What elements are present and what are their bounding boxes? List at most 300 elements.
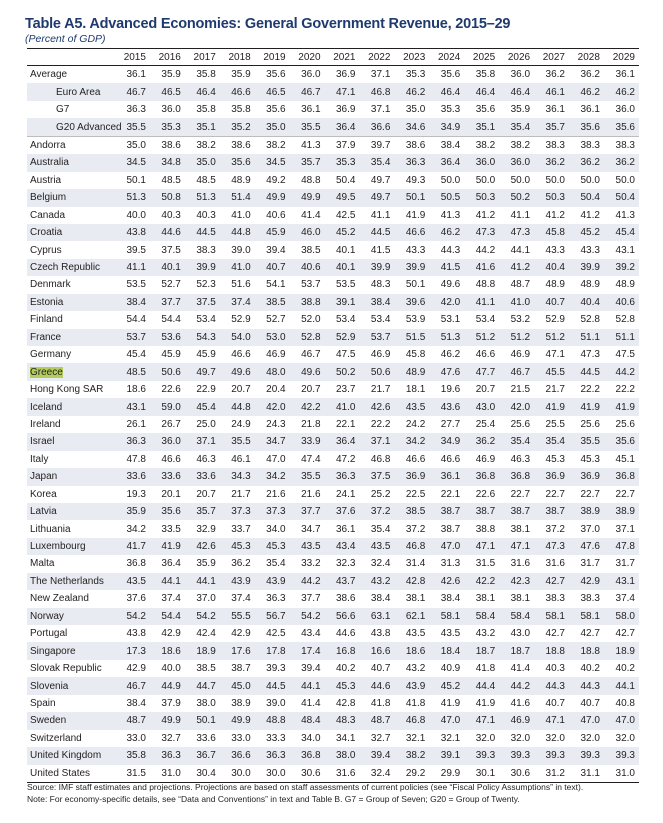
- value-cell: 37.1: [185, 433, 220, 450]
- value-cell: 50.0: [580, 174, 600, 186]
- economy-name: Euro Area: [56, 86, 101, 98]
- value-cell: 33.6: [196, 732, 216, 744]
- value-cell: 36.6: [359, 118, 394, 136]
- year-header: 2016: [150, 49, 185, 66]
- value-cell: 34.6: [394, 118, 429, 136]
- value-cell: 18.7: [499, 642, 534, 659]
- value-cell: 50.3: [464, 189, 499, 206]
- value-cell: 33.5: [161, 523, 181, 535]
- value-cell: 31.7: [615, 558, 635, 570]
- row-label: [27, 136, 115, 154]
- value-cell: 48.5: [161, 174, 181, 186]
- value-cell: 53.4: [336, 314, 356, 326]
- row-label: [27, 346, 115, 363]
- value-cell: 47.7: [464, 363, 499, 380]
- value-cell: 38.3: [580, 593, 600, 605]
- value-cell: 47.0: [604, 712, 639, 729]
- value-cell: 36.0: [301, 69, 321, 81]
- value-cell: 38.4: [126, 697, 146, 709]
- row-label: [27, 381, 115, 398]
- value-cell: 37.3: [255, 503, 290, 520]
- value-cell: 43.9: [220, 573, 255, 590]
- value-cell: 22.6: [475, 488, 496, 500]
- value-cell: 42.7: [615, 628, 635, 640]
- value-cell: 34.5: [115, 154, 150, 171]
- value-cell: 52.7: [266, 314, 286, 326]
- value-cell: 26.7: [161, 418, 181, 430]
- value-cell: 36.1: [301, 104, 321, 116]
- row-label: [27, 573, 115, 590]
- value-cell: 46.7: [115, 83, 150, 100]
- value-cell: 49.9: [290, 189, 325, 206]
- value-cell: 40.1: [336, 244, 356, 256]
- value-cell: 38.7: [534, 503, 569, 520]
- value-cell: 21.7: [231, 488, 251, 500]
- value-cell: 41.9: [569, 398, 604, 415]
- table-row: [27, 189, 639, 206]
- value-cell: 46.2: [429, 224, 464, 241]
- value-cell: 36.4: [429, 154, 464, 171]
- value-cell: 47.1: [545, 349, 565, 361]
- value-cell: 24.2: [405, 418, 426, 430]
- value-cell: 39.0: [266, 697, 286, 709]
- value-cell: 36.2: [604, 154, 639, 171]
- value-cell: 34.2: [255, 468, 290, 485]
- value-cell: 35.5: [220, 433, 255, 450]
- value-cell: 53.5: [126, 279, 146, 291]
- value-cell: 45.3: [580, 453, 600, 465]
- value-cell: 32.0: [475, 732, 496, 744]
- value-cell: 18.6: [394, 642, 429, 659]
- value-cell: 37.5: [161, 244, 181, 256]
- value-cell: 48.9: [580, 279, 600, 291]
- value-cell: 37.3: [220, 503, 255, 520]
- value-cell: 47.3: [580, 349, 600, 361]
- value-cell: 47.1: [499, 538, 534, 555]
- row-label: [27, 416, 115, 433]
- value-cell: 46.9: [475, 453, 496, 465]
- value-cell: 41.7: [115, 538, 150, 555]
- value-cell: 22.2: [370, 418, 391, 430]
- value-cell: 43.3: [580, 244, 600, 256]
- year-header: 2023: [394, 49, 429, 66]
- value-cell: 58.1: [429, 608, 464, 625]
- value-cell: 59.0: [150, 398, 185, 415]
- value-cell: 40.3: [545, 663, 565, 675]
- value-cell: 54.2: [115, 608, 150, 625]
- value-cell: 36.0: [150, 433, 185, 450]
- value-cell: 39.3: [569, 747, 604, 764]
- value-cell: 48.8: [255, 712, 290, 729]
- value-cell: 37.1: [615, 523, 635, 535]
- value-cell: 42.2: [464, 573, 499, 590]
- value-cell: 58.1: [569, 608, 604, 625]
- value-cell: 25.0: [196, 418, 216, 430]
- value-cell: 49.7: [359, 189, 394, 206]
- value-cell: 34.9: [429, 433, 464, 450]
- value-cell: 50.1: [126, 174, 146, 186]
- economy-name: United States: [30, 767, 91, 779]
- value-cell: 36.4: [161, 558, 181, 570]
- value-cell: 51.3: [429, 329, 464, 346]
- value-cell: 41.1: [370, 209, 391, 221]
- value-cell: 35.7: [534, 118, 569, 136]
- value-cell: 31.6: [510, 558, 531, 570]
- value-cell: 37.2: [405, 523, 426, 535]
- value-cell: 48.4: [290, 712, 325, 729]
- value-cell: 43.8: [115, 224, 150, 241]
- value-cell: 35.6: [604, 433, 639, 450]
- value-cell: 25.6: [580, 418, 600, 430]
- value-cell: 30.6: [290, 765, 325, 783]
- row-label: [27, 276, 115, 293]
- value-cell: 56.7: [255, 608, 290, 625]
- value-cell: 34.7: [301, 523, 321, 535]
- economy-name: Canada: [30, 209, 66, 221]
- value-cell: 42.2: [290, 398, 325, 415]
- table-row: [27, 486, 639, 503]
- value-cell: 29.2: [394, 765, 429, 783]
- value-cell: 40.3: [196, 209, 216, 221]
- value-cell: 25.6: [615, 418, 635, 430]
- value-cell: 42.7: [534, 573, 569, 590]
- value-cell: 41.5: [370, 244, 391, 256]
- value-cell: 35.8: [231, 104, 251, 116]
- value-cell: 46.8: [359, 83, 394, 100]
- economy-name: Estonia: [30, 296, 64, 308]
- value-cell: 20.7: [301, 384, 321, 396]
- value-cell: 47.2: [336, 453, 356, 465]
- value-cell: 43.9: [394, 677, 429, 694]
- value-cell: 51.2: [534, 329, 569, 346]
- value-cell: 34.5: [255, 154, 290, 171]
- value-cell: 35.8: [196, 69, 216, 81]
- value-cell: 26.1: [126, 418, 146, 430]
- value-cell: 36.0: [499, 154, 534, 171]
- value-cell: 32.9: [196, 523, 216, 535]
- value-cell: 17.8: [255, 642, 290, 659]
- value-cell: 53.6: [150, 329, 185, 346]
- value-cell: 38.4: [440, 139, 461, 151]
- value-cell: 25.5: [545, 418, 565, 430]
- value-cell: 42.0: [499, 398, 534, 415]
- value-cell: 46.5: [150, 83, 185, 100]
- value-cell: 36.2: [534, 154, 569, 171]
- value-cell: 35.1: [464, 118, 499, 136]
- value-cell: 46.6: [161, 453, 181, 465]
- value-cell: 44.8: [220, 398, 255, 415]
- value-cell: 44.2: [290, 573, 325, 590]
- table-row: [27, 625, 639, 642]
- economy-name: Norway: [30, 610, 64, 622]
- value-cell: 40.4: [534, 259, 569, 276]
- value-cell: 56.6: [325, 608, 360, 625]
- value-cell: 41.0: [220, 259, 255, 276]
- value-cell: 46.4: [185, 83, 220, 100]
- value-cell: 38.8: [475, 523, 496, 535]
- row-label: [27, 294, 115, 311]
- value-cell: 36.2: [569, 154, 604, 171]
- value-cell: 37.2: [545, 523, 565, 535]
- value-cell: 22.1: [440, 488, 461, 500]
- value-cell: 50.0: [510, 174, 531, 186]
- value-cell: 38.9: [604, 503, 639, 520]
- value-cell: 58.4: [464, 608, 499, 625]
- value-cell: 40.2: [336, 663, 356, 675]
- table-row: [27, 416, 639, 433]
- value-cell: 34.7: [255, 433, 290, 450]
- value-cell: 41.4: [301, 697, 321, 709]
- value-cell: 49.7: [185, 363, 220, 380]
- value-cell: 45.8: [534, 224, 569, 241]
- value-cell: 36.9: [336, 104, 356, 116]
- value-cell: 48.3: [370, 279, 391, 291]
- value-cell: 43.5: [290, 538, 325, 555]
- value-cell: 51.3: [115, 189, 150, 206]
- value-cell: 35.2: [220, 118, 255, 136]
- table-row: [27, 101, 639, 118]
- value-cell: 43.2: [359, 573, 394, 590]
- value-cell: 47.1: [464, 712, 499, 729]
- value-cell: 36.4: [325, 433, 360, 450]
- value-cell: 36.1: [126, 69, 146, 81]
- table-row: [27, 573, 639, 590]
- value-cell: 40.7: [534, 294, 569, 311]
- value-cell: 53.5: [336, 279, 356, 291]
- value-cell: 46.3: [510, 453, 531, 465]
- value-cell: 35.9: [161, 69, 181, 81]
- value-cell: 37.5: [359, 468, 394, 485]
- value-cell: 35.8: [475, 69, 496, 81]
- value-cell: 32.0: [510, 732, 531, 744]
- value-cell: 39.4: [301, 663, 321, 675]
- row-label: [27, 503, 115, 520]
- row-label: [27, 747, 115, 764]
- year-header: 2021: [325, 49, 360, 66]
- value-cell: 39.4: [266, 244, 286, 256]
- value-cell: 21.5: [510, 384, 531, 396]
- value-cell: 35.6: [150, 503, 185, 520]
- value-cell: 50.1: [394, 189, 429, 206]
- value-cell: 45.9: [161, 349, 181, 361]
- table-row: [27, 712, 639, 729]
- value-cell: 58.1: [534, 608, 569, 625]
- value-cell: 50.2: [499, 189, 534, 206]
- value-cell: 48.3: [325, 712, 360, 729]
- row-label: [27, 66, 115, 84]
- table-row: [27, 660, 639, 677]
- value-cell: 41.1: [510, 209, 531, 221]
- value-cell: 53.4: [370, 314, 391, 326]
- value-cell: 30.6: [499, 765, 534, 783]
- value-cell: 49.6: [440, 279, 461, 291]
- value-cell: 43.8: [370, 628, 391, 640]
- value-cell: 46.4: [464, 83, 499, 100]
- value-cell: 22.7: [615, 488, 635, 500]
- value-cell: 29.9: [429, 765, 464, 783]
- value-cell: 35.3: [440, 104, 461, 116]
- row-label: [27, 590, 115, 607]
- economy-name: Korea: [30, 488, 57, 500]
- value-cell: 47.1: [464, 538, 499, 555]
- value-cell: 46.9: [499, 712, 534, 729]
- value-cell: 58.0: [604, 608, 639, 625]
- value-cell: 27.7: [440, 418, 461, 430]
- value-cell: 35.4: [499, 118, 534, 136]
- value-cell: 50.0: [475, 174, 496, 186]
- value-cell: 51.2: [464, 329, 499, 346]
- value-cell: 36.0: [510, 69, 531, 81]
- row-label: [27, 695, 115, 712]
- year-header: 2025: [464, 49, 499, 66]
- value-cell: 40.7: [580, 697, 600, 709]
- value-cell: 47.1: [325, 83, 360, 100]
- table-body: [27, 66, 639, 783]
- value-cell: 50.6: [359, 363, 394, 380]
- value-cell: 35.4: [370, 523, 391, 535]
- value-cell: 41.4: [301, 209, 321, 221]
- value-cell: 38.7: [231, 663, 251, 675]
- value-cell: 43.7: [325, 573, 360, 590]
- value-cell: 35.0: [405, 104, 426, 116]
- value-cell: 49.6: [220, 363, 255, 380]
- header-row: [27, 49, 639, 66]
- value-cell: 45.4: [604, 224, 639, 241]
- value-cell: 36.2: [580, 69, 600, 81]
- value-cell: 35.6: [604, 118, 639, 136]
- value-cell: 49.2: [266, 174, 286, 186]
- value-cell: 38.0: [325, 747, 360, 764]
- value-cell: 35.4: [266, 558, 286, 570]
- value-cell: 45.1: [615, 453, 635, 465]
- economy-name: Japan: [30, 471, 58, 483]
- value-cell: 33.0: [231, 732, 251, 744]
- value-cell: 41.9: [534, 398, 569, 415]
- value-cell: 22.6: [161, 384, 181, 396]
- value-cell: 46.8: [394, 712, 429, 729]
- value-cell: 37.4: [231, 593, 251, 605]
- value-cell: 36.6: [220, 747, 255, 764]
- value-cell: 37.1: [370, 104, 391, 116]
- value-cell: 38.4: [440, 593, 461, 605]
- economy-name: New Zealand: [30, 593, 89, 605]
- value-cell: 44.2: [499, 677, 534, 694]
- value-cell: 40.2: [580, 663, 600, 675]
- value-cell: 36.1: [615, 69, 635, 81]
- value-cell: 36.8: [604, 468, 639, 485]
- economy-name: The Netherlands: [30, 575, 104, 587]
- value-cell: 54.1: [266, 279, 286, 291]
- value-cell: 38.7: [464, 503, 499, 520]
- value-cell: 39.5: [126, 244, 146, 256]
- value-cell: 46.2: [394, 83, 429, 100]
- value-cell: 31.0: [604, 765, 639, 783]
- value-cell: 54.4: [161, 314, 181, 326]
- value-cell: 43.5: [359, 538, 394, 555]
- economy-name: Germany: [30, 349, 72, 361]
- value-cell: 20.4: [266, 384, 286, 396]
- table-row: [27, 695, 639, 712]
- table-row: [27, 276, 639, 293]
- value-cell: 38.3: [545, 139, 565, 151]
- value-cell: 47.1: [534, 712, 569, 729]
- value-cell: 40.7: [370, 663, 391, 675]
- value-cell: 36.7: [185, 747, 220, 764]
- value-cell: 43.3: [405, 244, 426, 256]
- row-label: [27, 486, 115, 503]
- value-cell: 38.5: [196, 663, 216, 675]
- economy-name: Croatia: [30, 227, 63, 239]
- value-cell: 35.9: [510, 104, 531, 116]
- value-cell: 21.6: [301, 488, 321, 500]
- value-cell: 36.9: [569, 468, 604, 485]
- value-cell: 41.8: [405, 697, 426, 709]
- value-cell: 49.3: [405, 174, 426, 186]
- value-cell: 62.1: [394, 608, 429, 625]
- value-cell: 38.2: [196, 139, 216, 151]
- value-cell: 50.8: [150, 189, 185, 206]
- row-label: [27, 677, 115, 694]
- value-cell: 41.8: [370, 697, 391, 709]
- value-cell: 46.4: [429, 83, 464, 100]
- economy-name: Ireland: [30, 418, 61, 430]
- value-cell: 38.5: [301, 244, 321, 256]
- economy-name: United Kingdom: [30, 750, 102, 762]
- value-cell: 37.9: [336, 139, 356, 151]
- value-cell: 36.2: [545, 69, 565, 81]
- value-cell: 46.8: [370, 453, 391, 465]
- economy-name: Australia: [30, 157, 69, 169]
- value-cell: 32.4: [370, 558, 391, 570]
- value-cell: 36.2: [231, 558, 251, 570]
- value-cell: 44.1: [290, 677, 325, 694]
- value-cell: 35.4: [359, 154, 394, 171]
- table-row: [27, 66, 639, 84]
- value-cell: 34.0: [301, 732, 321, 744]
- value-cell: 35.9: [115, 503, 150, 520]
- value-cell: 48.7: [359, 712, 394, 729]
- economy-name: Finland: [30, 314, 63, 326]
- value-cell: 35.6: [569, 118, 604, 136]
- year-header: 2017: [185, 49, 220, 66]
- value-cell: 41.8: [475, 663, 496, 675]
- value-cell: 51.6: [231, 279, 251, 291]
- table-row: [27, 329, 639, 346]
- value-cell: 44.4: [464, 677, 499, 694]
- value-cell: 36.3: [325, 468, 360, 485]
- value-cell: 45.9: [196, 349, 216, 361]
- value-cell: 48.9: [545, 279, 565, 291]
- value-cell: 38.7: [499, 503, 534, 520]
- value-cell: 17.6: [220, 642, 255, 659]
- value-cell: 43.8: [126, 628, 146, 640]
- value-cell: 46.7: [301, 349, 321, 361]
- value-cell: 46.6: [394, 224, 429, 241]
- value-cell: 33.3: [266, 732, 286, 744]
- row-label: [27, 451, 115, 468]
- value-cell: 52.0: [301, 314, 321, 326]
- value-cell: 58.4: [499, 608, 534, 625]
- value-cell: 49.9: [220, 712, 255, 729]
- value-cell: 33.2: [301, 558, 321, 570]
- value-cell: 42.9: [126, 663, 146, 675]
- value-cell: 24.1: [336, 488, 356, 500]
- value-cell: 21.8: [301, 418, 321, 430]
- year-header: 2024: [429, 49, 464, 66]
- value-cell: 43.2: [475, 628, 496, 640]
- value-cell: 32.1: [440, 732, 461, 744]
- value-cell: 41.9: [405, 209, 426, 221]
